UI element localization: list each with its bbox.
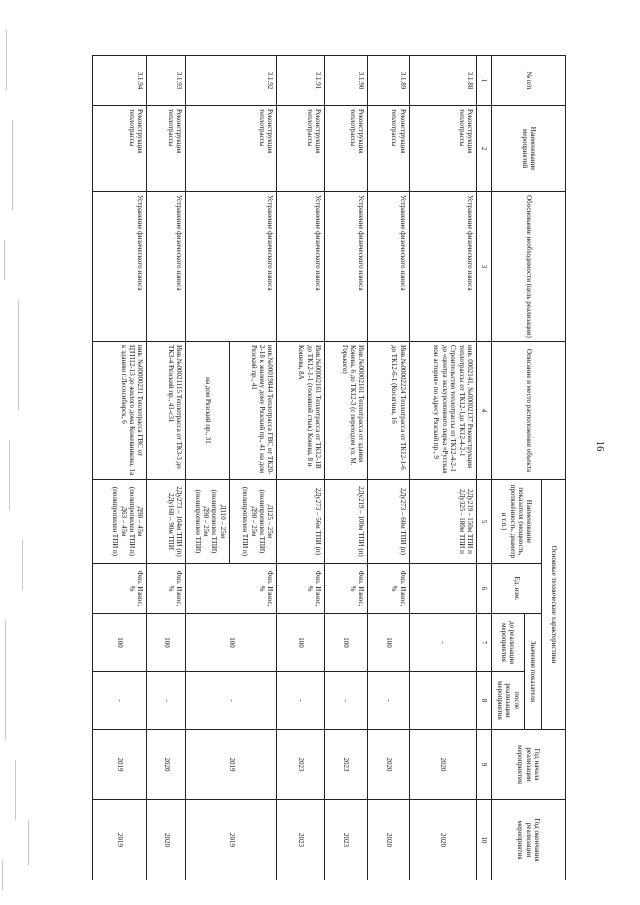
table-row: [409, 56, 476, 881]
row-start-year: 2020: [368, 730, 409, 800]
row-name: Реконструкция теплотрассы: [147, 106, 186, 192]
measures-table: [92, 55, 566, 880]
header-num: № п/п: [492, 56, 566, 106]
row-before: 100: [93, 614, 147, 672]
row-before: 100: [277, 614, 325, 672]
row-num: 3.1.93: [147, 56, 186, 106]
row-start-year: 2023: [277, 730, 325, 800]
row-indicator: [93, 480, 147, 564]
row-desc: инв. №00000231 Теплотрасса ГВС от ЦТП12-13 до жилого дома Кожевникова, 1а к зданию г.Лесосибирск, 6: [93, 342, 147, 480]
table-row: [368, 56, 409, 881]
row-end-year: 2020: [147, 800, 186, 880]
row-name: Реконструкция теплотрассы: [186, 106, 277, 192]
row-reason: Устранение физического износа: [147, 192, 186, 342]
row-before: 100: [186, 614, 277, 672]
row-unit: [409, 564, 476, 614]
row-reason: Устранение физического износа: [277, 192, 325, 342]
row-unit: Физ. Износ, %: [147, 564, 186, 614]
table-row: [229, 56, 277, 881]
row-before: 100: [147, 614, 186, 672]
header-start-year: Год начала реализации мероприятия: [492, 730, 566, 800]
indicator-line: Д90 – 25м (полипропилен ТПИ п): [241, 486, 258, 557]
indicator-line: Д63 – 45м (полипропилен ТПИ п): [111, 486, 128, 557]
row-unit: Физ. Износ, %: [93, 564, 147, 614]
col-number: 9: [476, 730, 491, 800]
row-indicator: 2Ду273 – 56м ТПИ (п): [277, 480, 325, 564]
header-desc: Описание и место расположения объекта: [492, 342, 566, 480]
header-after: после реализации мероприятия: [492, 672, 525, 730]
row-start-year: 2020: [409, 730, 476, 800]
row-after: -: [368, 672, 409, 730]
row-end-year: 2023: [325, 800, 368, 880]
col-number: 6: [476, 564, 491, 614]
row-indicator: 2Ду219 – 100м ТПИ (п): [325, 480, 368, 564]
scan-edge-noise: [0, 0, 45, 905]
table-row: [325, 56, 368, 881]
row-before: 100: [325, 614, 368, 672]
row-start-year: 2020: [147, 730, 186, 800]
row-indicator: 2Ду273 – 104м ТПИ (п) 2Ду168 – 90м ТПИ: [147, 480, 186, 564]
col-number: 5: [476, 480, 491, 564]
table-row: [93, 56, 147, 881]
row-desc: инв.№00019844 Теплотрасса ГВС от ТК20-2-18 к жилому дому Рязский пр., 41 на дом Рязский пр., 41: [229, 342, 277, 480]
row-reason: Устранение физического износа: [368, 192, 409, 342]
row-reason: Устранение физического износа: [186, 192, 277, 342]
col-number: 10: [476, 800, 491, 880]
indicator-line: Д90 – 25м (полипропилен ТПИ): [193, 489, 210, 554]
row-name: Реконструкция теплотрассы: [325, 106, 368, 192]
row-desc: инв. 0002141, №00002137 Реконструкция теплотрассы от ТК12-1до ТК12-4-2-1 Строительство теплотрассы от ТК12-4-2-1 до «центра экскурсионного парка «Русская мон астория» по адресу Рязский пр., 9: [409, 342, 476, 480]
row-start-year: 2019: [93, 730, 147, 800]
col-number: 1: [476, 56, 491, 106]
row-before: -: [409, 614, 476, 672]
col-number: 7: [476, 614, 491, 672]
row-indicator: [229, 480, 277, 564]
row-end-year: 2023: [277, 800, 325, 880]
row-end-year: 2020: [409, 800, 476, 880]
row-reason: Устранение физического износа: [325, 192, 368, 342]
header-indicator: Наименование показателя (мощность, протяжённость, диаметр и т.п.): [492, 480, 542, 564]
row-unit: Физ. Износ, %: [325, 564, 368, 614]
row-after: -: [325, 672, 368, 730]
row-indicator: [186, 480, 229, 564]
row-indicator: 2Ду219 - 150м ТПИ п 2Ду325 - 180м ТПИ п: [409, 480, 476, 564]
row-after: -: [147, 672, 186, 730]
row-reason: Устранение физического износа: [409, 192, 476, 342]
col-number: 2: [476, 106, 491, 192]
row-name: Реконструкция теплотрассы: [409, 106, 476, 192]
row-num: 3.1.92: [186, 56, 277, 106]
row-unit: Физ. Износ, %: [368, 564, 409, 614]
row-after: [409, 672, 476, 730]
row-after: -: [93, 672, 147, 730]
indicator-line: Д125 – 25м (полипропилен ТПИ): [258, 489, 275, 554]
row-desc: на дом Рязский пр., 31: [186, 342, 229, 480]
row-after: -: [186, 672, 277, 730]
col-number: 8: [476, 672, 491, 730]
header-tech-group: Основные технические характеристики: [542, 480, 566, 730]
row-num: 3.1.90: [325, 56, 368, 106]
row-unit: Физ. Износ, %: [277, 564, 325, 614]
row-desc: Инв.№00021115 Теплотрасса от ТК3-3 до ТК3-4 Рязский пр., 41-с31: [147, 342, 186, 480]
header-before: до реализации мероприятия: [492, 614, 525, 672]
row-num: 3.1.94: [93, 56, 147, 106]
indicator-line: Д110 – 25м (полипропилен ТПИ): [210, 489, 227, 554]
row-num: 3.1.91: [277, 56, 325, 106]
row-before: 100: [368, 614, 409, 672]
row-reason: Устранение физического износа: [93, 192, 147, 342]
row-name: Реконструкция теплотрассы: [93, 106, 147, 192]
header-unit: Ед. изм.: [492, 564, 542, 614]
row-after: -: [277, 672, 325, 730]
row-desc: Инв.№00002161 Теплотрасса от ТК12-1В до ТК12-1-1 (головной стык) Конева, 8 и Кошева, 8А: [277, 342, 325, 480]
row-unit: Физ. Износ, %: [186, 564, 277, 614]
page-number: 16: [594, 440, 606, 452]
header-values-group: Значение показателя: [524, 614, 541, 730]
row-name: Реконструкция теплотрассы: [368, 106, 409, 192]
rotated-table-area: [92, 55, 566, 880]
row-desc: Инв.№00002224 Теплотрасса от ТК12-1-6 до ТК12-6-1 (Косягина, 16: [368, 342, 409, 480]
row-num: 3.1.89: [368, 56, 409, 106]
col-number: 4: [476, 342, 491, 480]
row-start-year: 2019: [186, 730, 277, 800]
row-num: 3.1.88: [409, 56, 476, 106]
row-end-year: 2019: [93, 800, 147, 880]
row-desc: Инв.№00002161 Теплотрасса от здания Конева, 6 до ТК12-3 (с переходом ул. М. Горького): [325, 342, 368, 480]
row-end-year: 2020: [368, 800, 409, 880]
table-row: [277, 56, 325, 881]
indicator-line: Д90 – 45м (полипропилен ТПИ п): [127, 486, 145, 557]
row-name: Реконструкция теплотрассы: [277, 106, 325, 192]
row-start-year: 2023: [325, 730, 368, 800]
col-number: 3: [476, 192, 491, 342]
row-indicator: 2Ду273 – 60м ТПИ (п): [368, 480, 409, 564]
header-end-year: Год окончания реализации мероприятия: [492, 800, 566, 880]
header-reason: Обоснование необходимости (цель реализации): [492, 192, 566, 342]
row-end-year: 2019: [186, 800, 277, 880]
table-row: [147, 56, 186, 881]
header-name: Наименование мероприятий: [492, 106, 566, 192]
